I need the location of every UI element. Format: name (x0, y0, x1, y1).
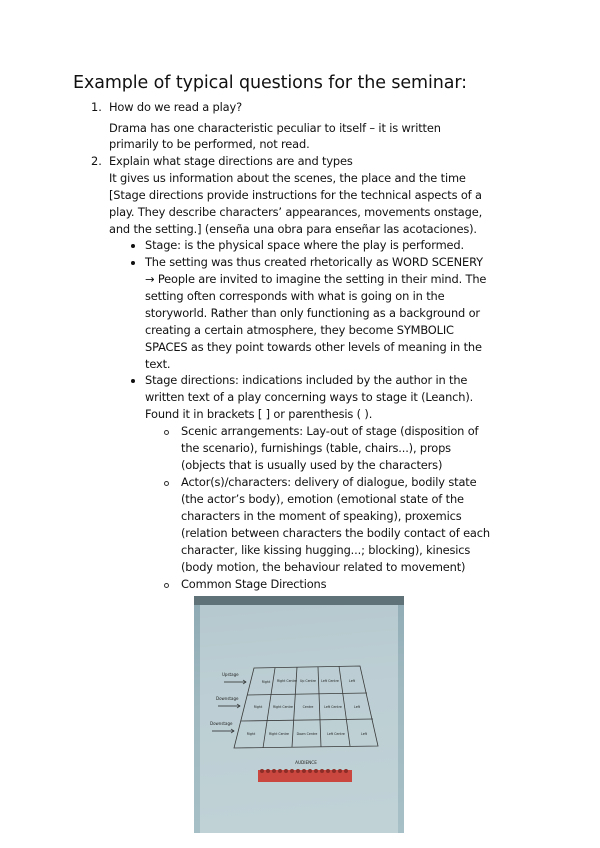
bullet-marker (131, 261, 135, 265)
sub-bullet-text: Scenic arrangements: Lay-out of stage (disposition of (181, 424, 479, 438)
audience-heads (260, 769, 348, 773)
q2-answer-line: play. They describe characters’ appearances, movements onstage, (109, 205, 483, 219)
sub-bullet-marker (164, 583, 169, 588)
bullet-text: Stage directions: indications included by the author in the (145, 373, 468, 387)
sub-bullet-text: Common Stage Directions (181, 577, 327, 591)
cell-label: Up Centre (299, 679, 317, 683)
q2-answer-line: and the setting.] (enseña una obra para enseñar las acotaciones). (109, 222, 477, 236)
bullet-marker (131, 379, 135, 383)
sub-bullet-text: (relation between characters the bodily contact of each (181, 526, 490, 540)
cell-label: Right (246, 732, 256, 736)
bullet-text: written text of a play concerning ways to stage it (Leanch). (145, 390, 474, 404)
sub-bullet-text: the scenario), furnishings (table, chairs...), props (181, 441, 451, 455)
bullet-text: storyworld. Rather than only functioning as a background or (145, 306, 480, 320)
bullet-marker (131, 244, 135, 248)
stage-directions-photo (194, 596, 404, 833)
cell-label: Left Centre (327, 732, 345, 736)
sub-bullet-text: (body motion, the behaviour related to movement) (181, 560, 466, 574)
bullet-text: SPACES as they point towards other levels of meaning in the (145, 340, 482, 354)
q1-question: How do we read a play? (109, 100, 242, 114)
bullet-text: The setting was thus created rhetorically as WORD SCENERY (145, 255, 483, 269)
photo-top-edge (194, 596, 404, 605)
cell-label: Down Centre (296, 732, 318, 736)
q1-answer-line: primarily to be performed, not read. (109, 137, 310, 151)
bullet-text: Found it in brackets [ ] or parenthesis ( ). (145, 407, 373, 421)
cell-label: Right (253, 705, 263, 709)
cell-label: Right Centre (268, 732, 290, 736)
bullet-text: text. (145, 357, 171, 371)
cell-label: Left (354, 705, 360, 709)
sub-bullet-text: characters in the moment of speaking), proxemics (181, 509, 462, 523)
q1-number: 1. (91, 100, 102, 114)
cell-label: Right (261, 680, 271, 684)
row-label-middle: Downstage (216, 696, 239, 701)
q1-answer-line: Drama has one characteristic peculiar to itself – it is written (109, 121, 441, 135)
row-label-downstage: Downstage (210, 721, 233, 726)
sub-bullet-text: (the actor’s body), emotion (emotional state of the (181, 492, 464, 506)
cell-label: Left Centre (324, 705, 342, 709)
sub-bullet-marker (164, 430, 169, 435)
cell-label: Left Centre (321, 679, 339, 683)
bullet-text: Stage: is the physical space where the play is performed. (145, 238, 464, 252)
row-label-upstage: Upstage (222, 672, 239, 677)
q2-question: Explain what stage directions are and types (109, 154, 353, 168)
q2-number: 2. (91, 154, 102, 168)
stage-diagram (194, 596, 404, 833)
cell-label: Centre (302, 705, 314, 709)
cell-label: Right Centre (276, 679, 298, 683)
bullet-text: setting often corresponds with what is going on in the (145, 289, 445, 303)
sub-bullet-text: (objects that is usually used by the characters) (181, 458, 443, 472)
bullet-text: → People are invited to imagine the setting in their mind. The (145, 272, 487, 286)
bullet-text: creating a certain atmosphere, they become SYMBOLIC (145, 323, 454, 337)
sub-bullet-text: Actor(s)/characters: delivery of dialogue, bodily state (181, 475, 477, 489)
sub-bullet-text: character, like kissing hugging...; blocking), kinesics (181, 543, 471, 557)
cell-label: Left (349, 679, 355, 683)
sub-bullet-marker (164, 481, 169, 486)
cell-label: Right Centre (272, 705, 294, 709)
page-title: Example of typical questions for the seminar: (73, 73, 467, 93)
audience-label: AUDIENCE (295, 760, 317, 765)
q2-answer-line: [Stage directions provide instructions for the technical aspects of a (109, 188, 482, 202)
q2-answer-line: It gives us information about the scenes, the place and the time (109, 171, 466, 185)
cell-label: Left (361, 732, 367, 736)
